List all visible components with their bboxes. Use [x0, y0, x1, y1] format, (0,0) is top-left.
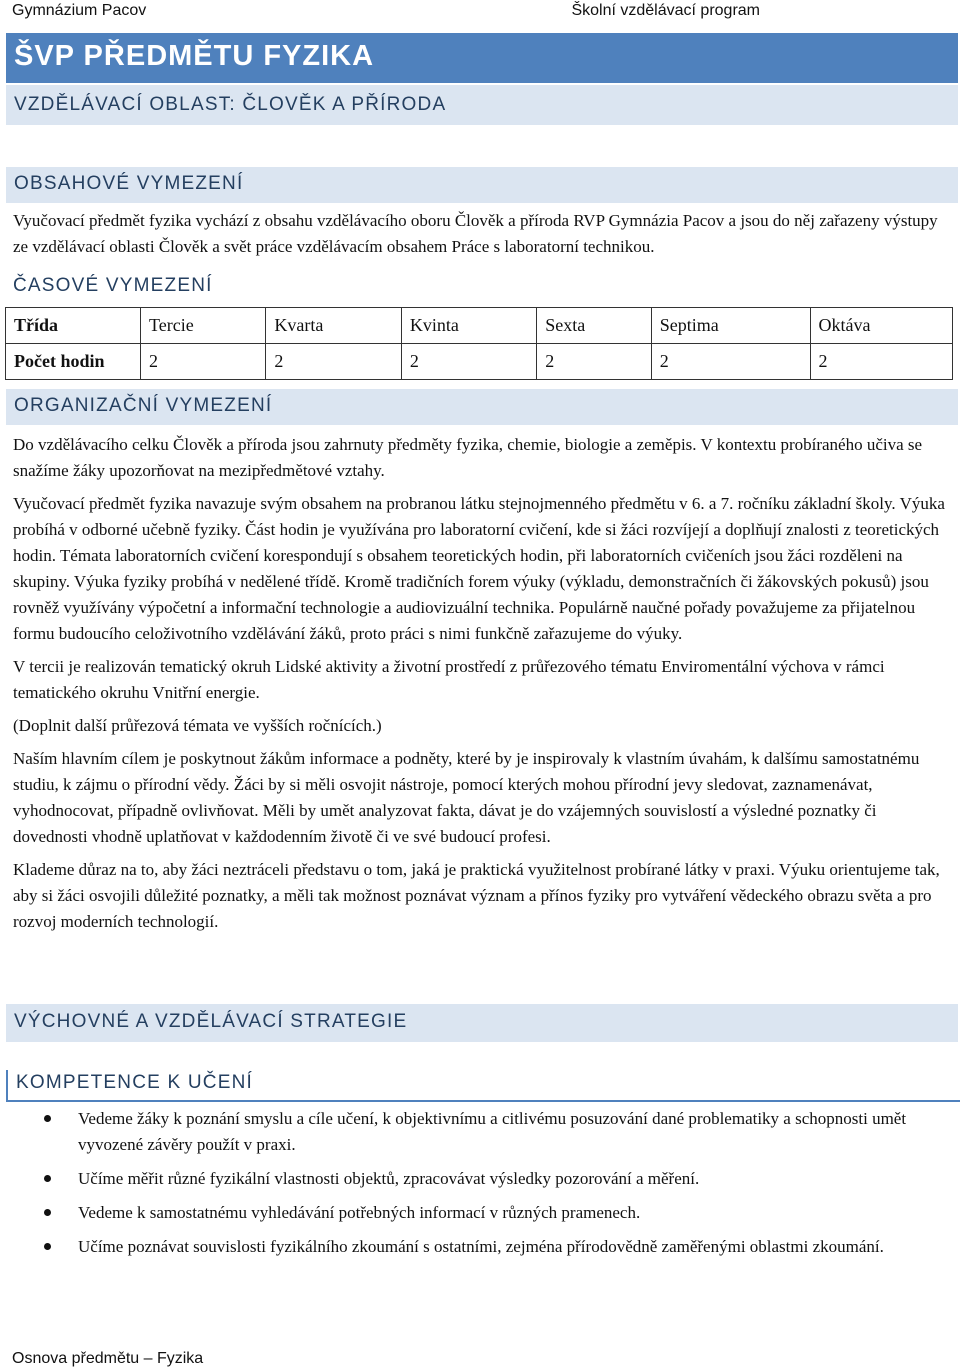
table-row-hours [6, 344, 953, 380]
hours-cell: 2 [141, 344, 266, 380]
kompetence-list [0, 1106, 940, 1268]
hours-cell: 2 [810, 344, 952, 380]
class-cell: Septima [651, 308, 810, 344]
kompetence-heading: KOMPETENCE K UČENÍ [16, 1072, 253, 1093]
list-item-text: Učíme poznávat souvislosti fyzikálního zkoumání s ostatními, zejména přírodovědně zaměřenými oblastmi zkoumání. [78, 1237, 884, 1256]
organizacni-band [6, 389, 958, 425]
organizacni-paragraph: Naším hlavním cílem je poskytnout žákům informace a podněty, které by je inspirovaly k vlastním úvahám, k dalšímu samostatnému studiu, k zájmu o přírodní vědy. Žáci by si měli osvojit nástroje, pomocí kterých mohou přírodní jevy sledovat, zaznamenávat, vyhodnocovat, případně ovlivňovat. Měli by umět analyzovat fakta, dávat je do vzájemných souvislostí a výsledné poznatky či dovednosti vhodně uplatňovat v každodenním životě či ve své budoucí profesi. [13, 749, 920, 846]
obsahove-heading: OBSAHOVÉ VYMEZENÍ [14, 173, 244, 194]
row-label-class: Třída [6, 308, 141, 344]
list-item-text: Učíme měřit různé fyzikální vlastnosti objektů, zpracovávat výsledky pozorování a měření. [78, 1169, 700, 1188]
page-title: ŠVP PŘEDMĚTU FYZIKA [14, 40, 375, 72]
class-cell: Kvarta [266, 308, 401, 344]
header-doc-type: Školní vzdělávací program [571, 2, 760, 19]
organizacni-heading: ORGANIZAČNÍ VYMEZENÍ [14, 395, 273, 416]
list-item [0, 1234, 940, 1260]
hours-table [5, 307, 953, 380]
hours-cell: 2 [266, 344, 401, 380]
bullet-icon [44, 1115, 51, 1122]
organizacni-paragraph: (Doplnit další průřezová témata ve vyšších ročnících.) [13, 716, 382, 735]
class-cell: Tercie [141, 308, 266, 344]
list-item [0, 1200, 940, 1226]
organizacni-paragraph: Do vzdělávacího celku Člověk a příroda jsou zahrnuty předměty fyzika, chemie, biologie a zeměpis. V kontextu probíraného učiva se snažíme žáky upozorňovat na mezipředmětové vztahy. [13, 435, 923, 480]
area-band [6, 85, 958, 125]
strategie-band [6, 1004, 958, 1042]
list-item [0, 1166, 940, 1192]
strategie-heading: VÝCHOVNÉ A VZDĚLÁVACÍ STRATEGIE [14, 1011, 408, 1032]
hours-cell: 2 [401, 344, 536, 380]
list-item [0, 1106, 940, 1158]
class-cell: Sexta [537, 308, 651, 344]
obsahove-band [6, 167, 958, 203]
title-bar [6, 33, 958, 83]
obsahove-paragraph: Vyučovací předmět fyzika vychází z obsahu vzdělávacího oboru Člověk a příroda RVP Gymnázia Pacov a jsou do něj zařazeny výstupy ze vzdělávací oblasti Člověk a svět práce vzdělávacím obsahem Práce s laboratorní technikou. [13, 211, 938, 256]
row-label-hours: Počet hodin [6, 344, 141, 380]
bullet-icon [44, 1243, 51, 1250]
area-heading: VZDĚLÁVACÍ OBLAST: ČLOVĚK A PŘÍRODA [14, 94, 447, 115]
organizacni-paragraph: V tercii je realizován tematický okruh Lidské aktivity a životní prostředí z průřezového tématu Enviromentální výchova v rámci tematického okruhu Vnitřní energie. [13, 657, 885, 702]
obsahove-text [13, 208, 953, 260]
bullet-icon [44, 1175, 51, 1182]
hours-cell: 2 [651, 344, 810, 380]
bullet-icon [44, 1209, 51, 1216]
page-footer: Osnova předmětu – Fyzika [12, 1350, 204, 1367]
casove-heading: ČASOVÉ VYMEZENÍ [13, 275, 213, 296]
table-row-classes [6, 308, 953, 344]
organizacni-paragraph: Klademe důraz na to, aby žáci neztráceli představu o tom, jaká je praktická využitelnost probírané látky v praxi. Výuku orientujeme tak, aby si žáci osvojili důležité poznatky, a měli tak možnost poznávat význam a přínos fyziky pro vytváření vědeckého obrazu světa a pro rozvoj moderních technologií. [13, 860, 940, 931]
class-cell: Oktáva [810, 308, 952, 344]
list-item-text: Vedeme žáky k poznání smyslu a cíle učení, k objektivnímu a citlivému posuzování dané problematiky a schopnosti umět vyvozené závěry použít v praxi. [78, 1109, 907, 1154]
organizacni-text [13, 432, 953, 935]
class-cell: Kvinta [401, 308, 536, 344]
kompetence-heading-box [6, 1070, 960, 1102]
header-school: Gymnázium Pacov [12, 2, 147, 19]
list-item-text: Vedeme k samostatnému vyhledávání potřebných informací v různých pramenech. [78, 1203, 641, 1222]
organizacni-paragraph: Vyučovací předmět fyzika navazuje svým obsahem na probranou látku stejnojmenného předmětu v 6. a 7. ročníku základní školy. Výuka probíhá v odborné učebně fyziky. Část hodin je využívána pro laboratorní cvičení, kde si žáci rozvíjejí a doplňují znalosti z teoretických hodin. Témata laboratorních cvičení korespondují s obsahem teoretických hodin, při laboratorních cvičeních jsou žáci rozděleni na skupiny. Výuka fyziky probíhá v nedělené třídě. Kromě tradičních forem výuky (výkladu, demonstračních či žákovských pokusů) jsou rovněž využívány výpočetní a informační technologie a audiovizuální technika. Populárně naučné pořady považujeme za přijatelnou formu budoucího celoživotního vzdělávání žáků, proto práci s nimi funkčně zařazujeme do výuky. [13, 494, 945, 643]
hours-cell: 2 [537, 344, 651, 380]
